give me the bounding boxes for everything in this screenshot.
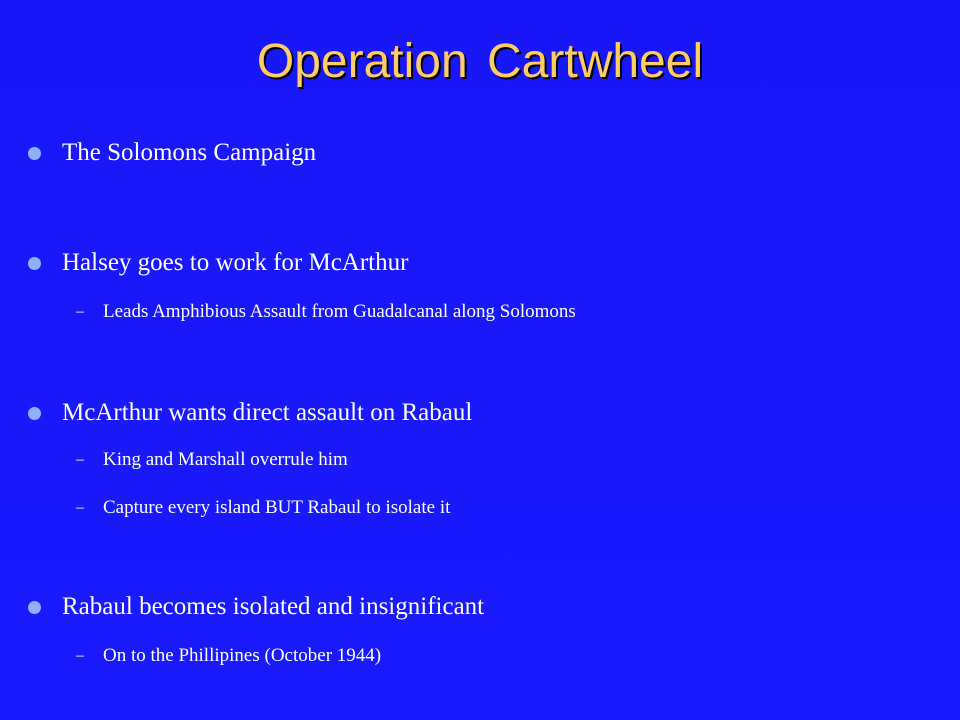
bullet-dot-icon — [28, 601, 41, 614]
bullet-text: The Solomons Campaign — [62, 139, 317, 166]
bullet-dot-icon — [28, 257, 41, 270]
bullet-dot-icon — [28, 407, 41, 420]
bullet-dot-icon — [28, 147, 41, 160]
dash-marker: – — [76, 499, 84, 516]
sub-bullet-text: Capture every island BUT Rabaul to isolate it — [103, 497, 451, 518]
slide-title: Operation Cartwheel — [256, 35, 704, 88]
bullet-item — [0, 248, 960, 278]
sub-bullet-item — [0, 497, 960, 519]
bullet-text: Halsey goes to work for McArthur — [62, 249, 409, 276]
sub-bullet-text: On to the Phillipines (October 1944) — [103, 645, 382, 666]
bullet-text: McArthur wants direct assault on Rabaul — [62, 399, 473, 426]
sub-bullet-item — [0, 449, 960, 471]
dash-marker: – — [76, 303, 84, 320]
sub-bullet-item — [0, 301, 960, 323]
bullet-item — [0, 398, 960, 428]
dash-marker: – — [76, 451, 84, 468]
sub-bullet-text: King and Marshall overrule him — [103, 449, 348, 470]
bullet-item — [0, 592, 960, 622]
bullet-text: Rabaul becomes isolated and insignificant — [62, 593, 485, 620]
dash-marker: – — [76, 647, 84, 664]
sub-bullet-item — [0, 645, 960, 667]
bullet-item — [0, 138, 960, 168]
sub-bullet-text: Leads Amphibious Assault from Guadalcanal along Solomons — [103, 301, 576, 322]
